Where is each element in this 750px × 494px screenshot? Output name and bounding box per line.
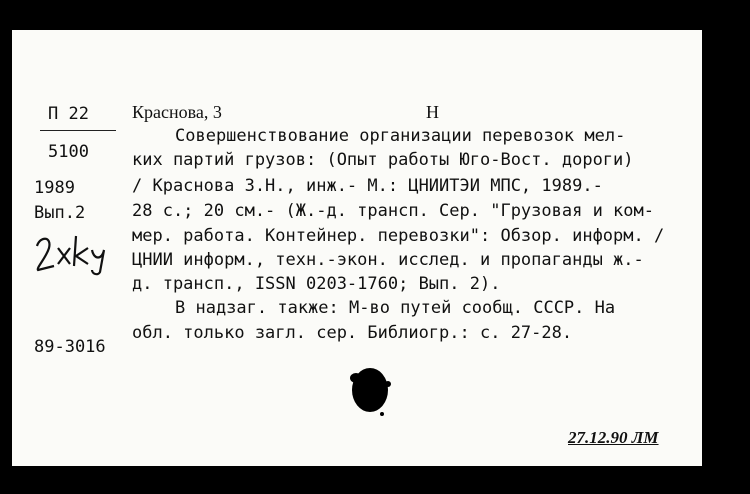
description-line: мер. работа. Контейнер. перевозки": Обзор. информ. / (132, 226, 665, 246)
heading-letter: Н (426, 102, 439, 122)
description-line: 28 с.; 20 см.- (Ж.-д. трансп. Сер. "Грузовая и ком- (132, 201, 654, 221)
ink-blot (342, 362, 402, 422)
call-number: П 22 (48, 104, 89, 124)
issue: Вып.2 (34, 203, 86, 223)
description-line: ЦНИИ информ., техн.-экон. исслед. и пропаганды ж.- (132, 250, 644, 270)
author-heading: Краснова, 3 (132, 102, 222, 122)
class-code: 5100 (48, 142, 89, 162)
description-line: ких партий грузов: (Опыт работы Юго-Вост. дороги) (132, 150, 634, 170)
handwritten-mark (32, 228, 112, 276)
notes-line: В надзаг. также: М-во путей сообщ. СССР. На (175, 298, 616, 318)
description-line: / Краснова З.Н., инж.- М.: ЦНИИТЭИ МПС, 1989.- (132, 176, 603, 196)
description-line: Совершенствование организации перевозок мел- (175, 126, 626, 146)
handwritten-date: 27.12.90 ЛМ (568, 428, 659, 447)
accession-number: 89-3016 (34, 337, 106, 357)
notes-line: обл. только загл. сер. Библиогр.: с. 27-28. (132, 323, 573, 343)
description-line: д. трансп., ISSN 0203-1760; Вып. 2). (132, 274, 501, 294)
call-number-divider (40, 130, 116, 131)
year: 1989 (34, 178, 75, 198)
catalog-card (12, 30, 702, 466)
